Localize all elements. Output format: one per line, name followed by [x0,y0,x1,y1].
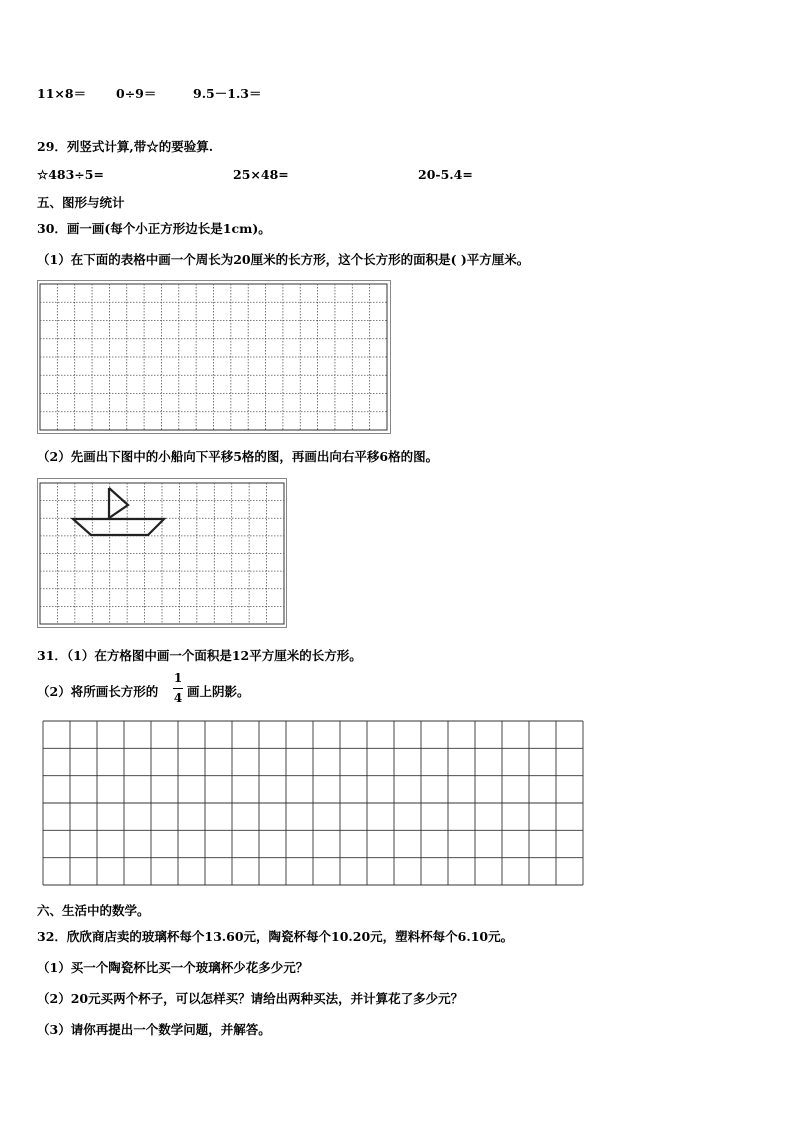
q29-item-c: 20-5.4= [418,167,473,182]
q29-title: 29．列竖式计算,带☆的要验算. [37,139,214,154]
q30-title: 30．画一画(每个小正方形边长是1cm)。 [37,221,271,236]
solid-grid [42,720,584,886]
q30-sub2: （2）先画出下图中的小船向下平移5格的图，再画出向右平移6格的图。 [37,449,439,464]
q31-sub2-post: 画上阴影。 [187,684,250,699]
calc-9.5-1.3: 9.5－1.3＝ [193,86,262,101]
q29-item-a: ☆483÷5= [37,167,104,182]
calc-0div9: 0÷9＝ [116,86,157,101]
boat-figure [73,488,164,535]
q30-sub1: （1）在下面的表格中画一个周长为20厘米的长方形，这个长方形的面积是( )平方厘米。 [37,252,530,267]
fraction-denominator: 4 [173,691,183,705]
section-6-heading: 六、生活中的数学。 [37,903,150,918]
q32-sub3: （3）请你再提出一个数学问题，并解答。 [37,1022,271,1037]
fraction-bar [173,688,183,689]
boat-grid [37,478,287,628]
q32-title: 32．欣欣商店卖的玻璃杯每个13.60元，陶瓷杯每个10.20元，塑料杯每个6.10元。 [37,929,514,944]
fraction-numerator: 1 [173,671,183,685]
q32-sub1: （1）买一个陶瓷杯比买一个玻璃杯少花多少元？ [37,960,309,975]
q31-sub2-pre: （2）将所画长方形的 [37,684,159,699]
q32-sub2: （2）20元买两个杯子，可以怎样买？请给出两种买法，并计算花了多少元？ [37,991,464,1006]
dotted-grid-1 [37,280,391,434]
calc-11x8: 11×8＝ [37,86,87,101]
q31-sub1: 31．（1）在方格图中画一个面积是12平方厘米的长方形。 [37,648,362,663]
q29-item-b: 25×48= [233,167,289,182]
section-5-heading: 五、图形与统计 [37,195,125,210]
